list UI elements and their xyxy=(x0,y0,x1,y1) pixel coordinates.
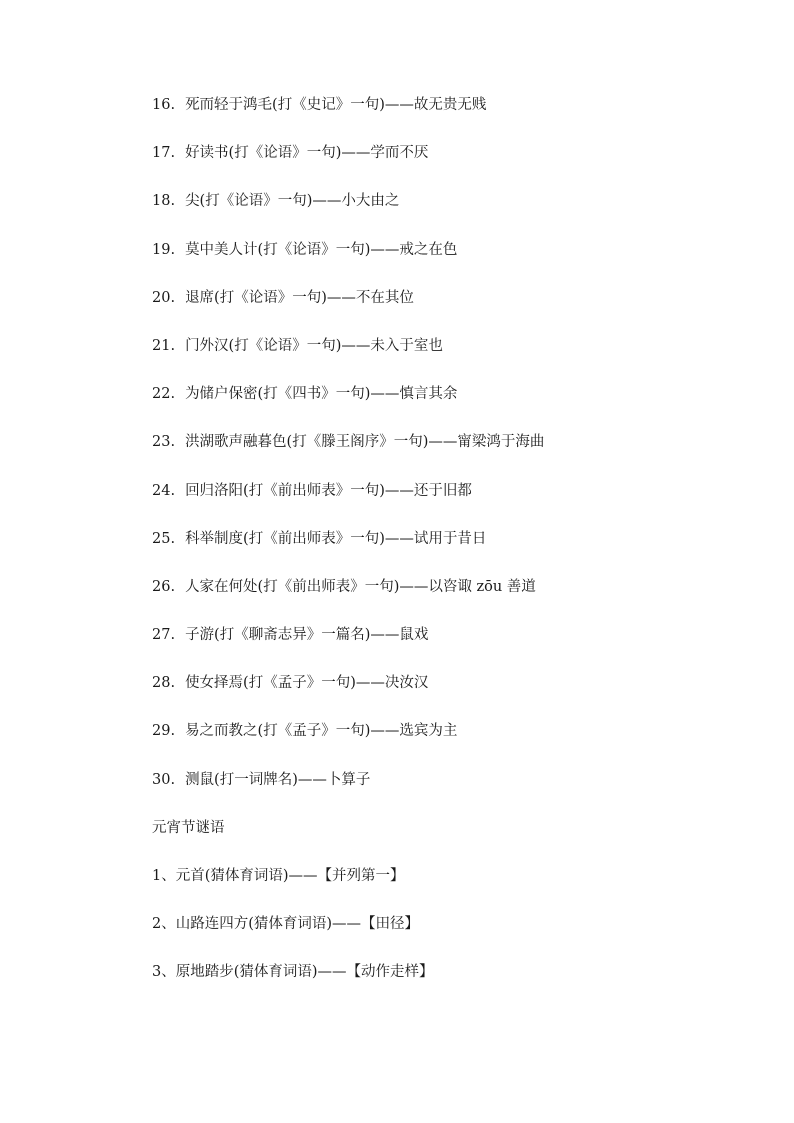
riddle-text: 回归洛阳(打《前出师表》一句)——还于旧都 xyxy=(185,482,472,499)
riddle-number: 24. xyxy=(152,482,176,499)
section-title: 元宵节谜语 xyxy=(152,820,225,836)
riddle-item xyxy=(152,140,544,188)
riddle-text: 尖(打《论语》一句)——小大由之 xyxy=(185,193,400,210)
riddle-text: 洪湖歌声融暮色(打《滕王阁序》一句)——甯梁鸿于海曲 xyxy=(185,434,545,451)
riddle-text: 退席(打《论语》一句)——不在其位 xyxy=(185,289,414,306)
riddle-text: 人家在何处(打《前出师表》一句)——以咨诹 zōu 善道 xyxy=(185,578,536,595)
lantern-riddle-item: 1、元首(猜体育词语)——【并列第一】 xyxy=(152,868,405,884)
riddle-number: 18. xyxy=(152,193,176,210)
riddle-item xyxy=(152,478,544,526)
riddle-number: 30. xyxy=(152,771,176,788)
riddle-item xyxy=(152,670,544,718)
riddle-number: 29. xyxy=(152,723,176,740)
riddle-text: 死而轻于鸿毛(打《史记》一句)——故无贵无贱 xyxy=(185,97,487,113)
lantern-riddle-item: 2、山路连四方(猜体育词语)——【田径】 xyxy=(152,916,420,933)
riddle-item xyxy=(152,718,544,766)
riddle-number: 17. xyxy=(152,145,176,162)
riddle-number: 20. xyxy=(152,289,176,306)
riddle-item xyxy=(152,429,544,477)
riddle-item xyxy=(152,92,544,140)
riddle-text: 莫中美人计(打《论语》一句)——戒之在色 xyxy=(185,241,458,258)
riddle-text: 好读书(打《论语》一句)——学而不厌 xyxy=(185,145,429,162)
riddle-text: 子游(打《聊斋志异》一篇名)——鼠戏 xyxy=(185,627,429,644)
riddle-item xyxy=(152,767,544,815)
riddle-item xyxy=(152,381,544,429)
riddle-text: 测鼠(打一词牌名)——卜算子 xyxy=(185,771,371,788)
riddle-item xyxy=(152,574,544,622)
riddle-item xyxy=(152,526,544,574)
lantern-riddle-item: 3、原地踏步(猜体育词语)——【动作走样】 xyxy=(152,964,434,981)
riddle-item xyxy=(152,333,544,381)
riddle-number: 23. xyxy=(152,434,176,451)
riddle-item xyxy=(152,237,544,285)
riddle-item xyxy=(152,188,544,236)
riddle-text: 易之而教之(打《孟子》一句)——选宾为主 xyxy=(185,723,458,740)
riddle-text: 门外汉(打《论语》一句)——未入于室也 xyxy=(185,337,443,354)
riddle-number: 19. xyxy=(152,241,176,258)
riddle-list xyxy=(152,92,544,815)
lantern-riddle-list xyxy=(152,863,434,1008)
riddle-number: 22. xyxy=(152,386,176,403)
riddle-number: 16. xyxy=(152,97,176,113)
riddle-text: 为储户保密(打《四书》一句)——慎言其余 xyxy=(185,386,458,403)
riddle-number: 25. xyxy=(152,530,176,547)
riddle-number: 21. xyxy=(152,337,176,354)
riddle-number: 27. xyxy=(152,627,176,644)
riddle-number: 28. xyxy=(152,675,176,692)
riddle-item xyxy=(152,285,544,333)
riddle-text: 科举制度(打《前出师表》一句)——试用于昔日 xyxy=(185,530,487,547)
riddle-number: 26. xyxy=(152,578,176,595)
riddle-text: 使女择焉(打《孟子》一句)——决汝汉 xyxy=(185,675,429,692)
riddle-item xyxy=(152,622,544,670)
